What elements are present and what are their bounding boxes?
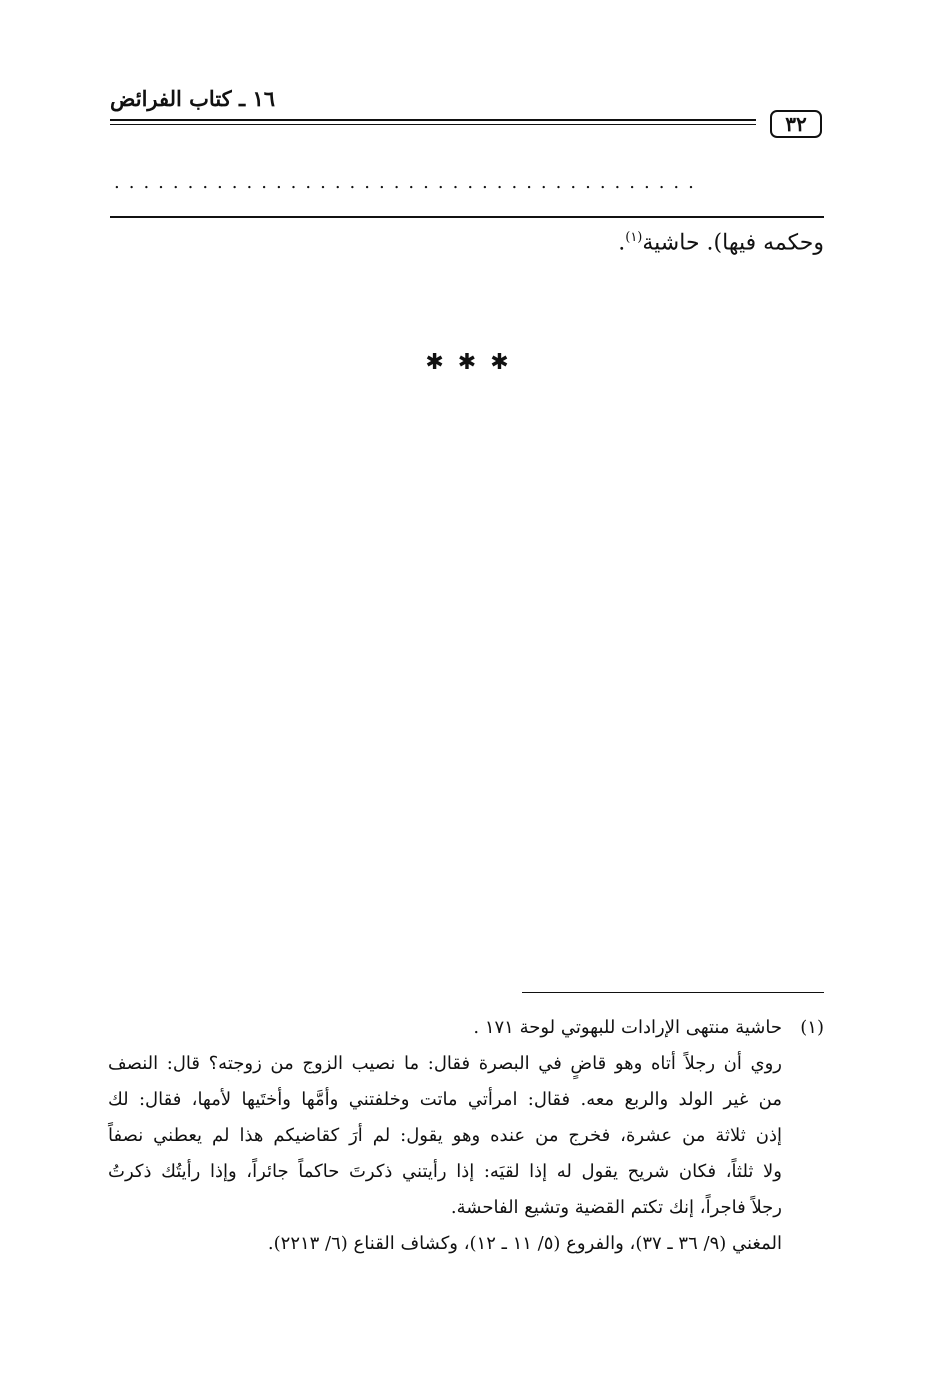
section-separator-stars: ✱✱✱	[425, 350, 523, 375]
page-header	[110, 86, 822, 142]
running-title: ١٦ ـ كتاب الفرائض	[110, 86, 275, 111]
footnote-paragraph-line: روي أن رجلاً أتاه وهو قاضٍ في البصرة فقال: ما نصيب الزوج من زوجته؟ قال: النصف	[108, 1053, 782, 1074]
page-number: ٣٢	[770, 110, 822, 138]
body-paragraph	[618, 230, 824, 255]
header-double-rule	[110, 119, 756, 125]
footnote-source: حاشية منتهى الإرادات للبهوتي لوحة ١٧١ .	[473, 1017, 782, 1038]
footnote-paragraph-line: من غير الولد والربع معه. فقال: امرأتي ماتت وخلفتني وأمَّها وأختَيها لأمها، فقال: لك	[108, 1089, 782, 1110]
footnote-marker: (١)	[800, 1017, 824, 1038]
footnote-paragraph-line: رجلاً فاجراً، إنك تكتم القضية وتشيع الفاحشة.	[450, 1197, 782, 1218]
dotted-separator: ........................................	[114, 172, 703, 193]
body-text: وحكمه فيها). حاشية	[642, 230, 824, 256]
footnote-paragraph-line: ولا ثلثاً، فكان شريح يقول له إذا لقيَه: إذا رأيتني ذكرتَ حاكماً جائراً، وإذا رأيتُك ذكرتُ	[108, 1161, 782, 1182]
footnote-paragraph-line: إذن ثلاثة من عشرة، فخرج من عنده وهو يقول: لم أرَ كقاضيكم هذا لم يعطني نصفاً	[108, 1125, 782, 1146]
footnote-rule	[522, 992, 824, 993]
top-rule	[110, 216, 824, 218]
body-end: .	[618, 230, 626, 256]
footnote-references: المغني (٩/ ٣٦ ـ ٣٧)، والفروع (٥/ ١١ ـ ١٢)، وكشاف القناع (٦/ ٢٢١٣).	[267, 1233, 782, 1254]
footnote-1	[108, 1010, 824, 1046]
footnote-reference: (١)	[625, 230, 643, 245]
footnotes	[108, 1010, 824, 1262]
